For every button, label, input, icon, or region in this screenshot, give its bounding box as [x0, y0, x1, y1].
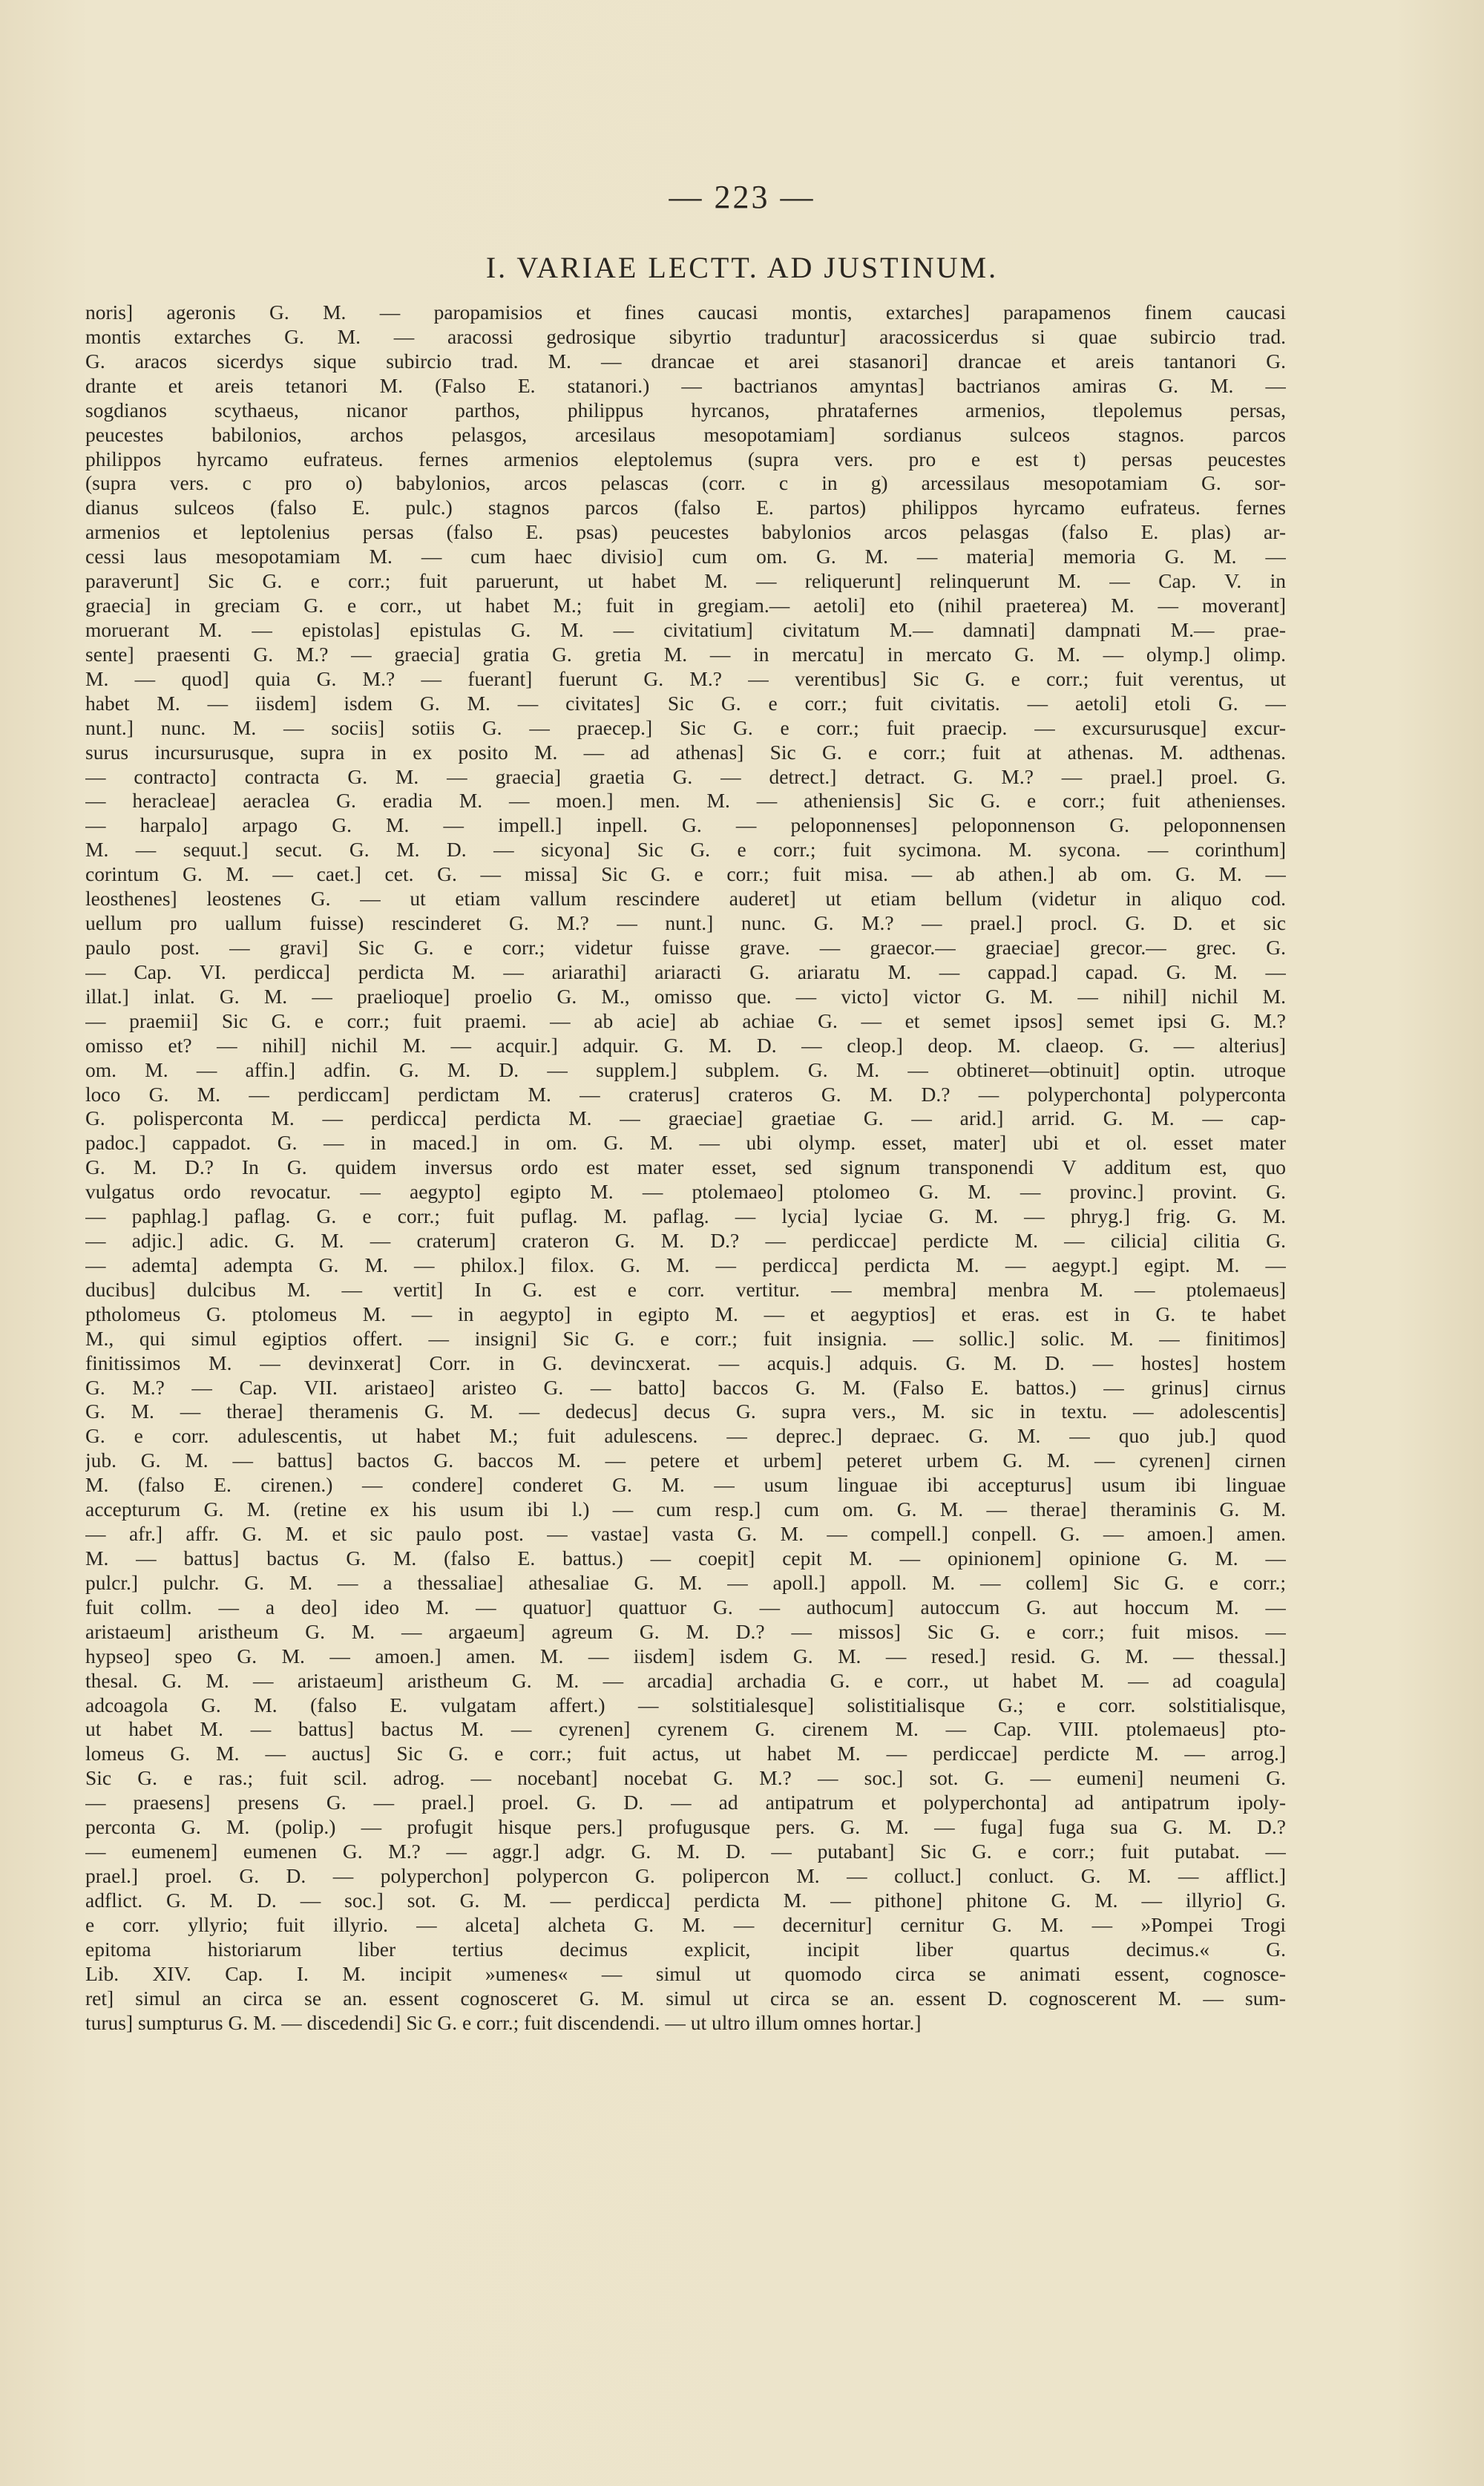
text-line: surus incursurusque, supra in ex posito M. — ad athenas] Sic G. e corr.; fuit at athenas. M. adthenas.: [85, 740, 1286, 764]
text-line: — eumenem] eumenen G. M.? — aggr.] adgr. G. M. D. — putabant] Sic G. e corr.; fuit putabat. —: [85, 1840, 1286, 1863]
text-line: dianus sulceos (falso E. pulc.) stagnos parcos (falso E. partos) philippos hyrcamo eufrateus. fernes: [85, 496, 1286, 519]
text-line: M. — quod] quia G. M.? — fuerant] fuerunt G. M.? — verentibus] Sic G. e corr.; fuit verentus, ut: [85, 666, 1286, 690]
text-line: nunt.] nunc. M. — sociis] sotiis G. — praecep.] Sic G. e corr.; fuit praecip. — excursurusque] excur-: [85, 715, 1286, 739]
text-line: — praemii] Sic G. e corr.; fuit praemi. — ab acie] ab achiae G. — et semet ipsos] semet ipsi G. M.?: [85, 1008, 1286, 1032]
text-line: G. M. D.? In G. quidem inversus ordo est mater esset, sed signum transponendi V additum est, quo: [85, 1155, 1286, 1179]
text-line: prael.] proel. G. D. — polyperchon] polypercon G. polipercon M. — colluct.] conluct. G. M. — afflict.]: [85, 1864, 1286, 1887]
text-line: — heracleae] aeraclea G. eradia M. — moen.] men. M. — atheniensis] Sic G. e corr.; fuit athenienses.: [85, 789, 1286, 813]
text-line: G. polisperconta M. — perdicca] perdicta M. — graeciae] graetiae G. — arid.] arrid. G. M. — cap-: [85, 1106, 1286, 1130]
text-line: moruerant M. — epistolas] epistulas G. M. — civitatium] civitatum M.— damnati] dampnati M.— prae-: [85, 617, 1286, 641]
text-line: M. — sequut.] secut. G. M. D. — sicyona] Sic G. e corr.; fuit sycimona. M. sycona. — corinthum]: [85, 838, 1286, 862]
text-line: omisso et? — nihil] nichil M. — acquir.] adquir. G. M. D. — cleop.] deop. M. claeop. G. — alterius]: [85, 1033, 1286, 1057]
text-line: philippos hyrcamo eufrateus. fernes armenios eleptolemus (supra vers. pro e est t) persas peucestes: [85, 447, 1286, 470]
text-line: thesal. G. M. — aristaeum] aristheum G. M. — arcadia] archadia G. e corr., ut habet M. — ad coagula]: [85, 1668, 1286, 1692]
text-line: montis extarches G. M. — aracossi gedrosique sibyrtio traduntur] aracossicerdus si quae subircio trad.: [85, 324, 1286, 348]
text-line: turus] sumpturus G. M. — discedendi] Sic G. e corr.; fuit discendendi. — ut ultro illum omnes hortar.]: [85, 2010, 922, 2034]
text-line: — praesens] presens G. — prael.] proel. G. D. — ad antipatrum et polyperchonta] ad antipatrum ipoly-: [85, 1791, 1286, 1814]
text-line: lomeus G. M. — auctus] Sic G. e corr.; fuit actus, ut habet M. — perdiccae] perdicte M. — arrog.]: [85, 1742, 1286, 1765]
text-line: leosthenes] leostenes G. — ut etiam vallum rescindere auderet] ut etiam bellum (videtur in aliquo cod.: [85, 887, 1286, 911]
text-line: — adjic.] adic. G. M. — craterum] crateron G. M. D.? — perdiccae] perdicte M. — cilicia] cilitia G.: [85, 1229, 1286, 1253]
text-line: epitoma historiarum liber tertius decimus explicit, incipit liber quartus decimus.« G.: [85, 1937, 1286, 1961]
text-line: paulo post. — gravi] Sic G. e corr.; videtur fuisse grave. — graecor.— graeciae] grecor.— grec. G.: [85, 935, 1286, 959]
text-line: fuit collm. — a deo] ideo M. — quatuor] quattuor G. — authocum] autoccum G. aut hoccum M. —: [85, 1595, 1286, 1618]
text-line: padoc.] cappadot. G. — in maced.] in om. G. M. — ubi olymp. esset, mater] ubi et ol. esset mater: [85, 1131, 1286, 1155]
text-line: habet M. — iisdem] isdem G. M. — civitates] Sic G. e corr.; fuit civitatis. — aetoli] etoli G. —: [85, 691, 1286, 715]
text-line: ptholomeus G. ptolomeus M. — in aegypto] in egipto M. — et aegyptios] et eras. est in G. te habet: [85, 1302, 1286, 1325]
text-line: G. e corr. adulescentis, ut habet M.; fuit adulescens. — deprec.] depraec. G. M. — quo jub.] quod: [85, 1424, 1286, 1448]
text-line: corintum G. M. — caet.] cet. G. — missa] Sic G. e corr.; fuit misa. — ab athen.] ab om. G. M. —: [85, 862, 1286, 886]
section-heading: I. VARIAE LECTT. AD JUSTINUM.: [485, 251, 999, 284]
text-line: illat.] inlat. G. M. — praelioque] proelio G. M., omisso que. — victo] victor G. M. — nihil] nichil M.: [85, 984, 1286, 1008]
text-line: vulgatus ordo revocatur. — aegypto] egipto M. — ptolemaeo] ptolomeo G. M. — provinc.] provint. G.: [85, 1180, 1286, 1204]
text-line: peucestes babilonios, archos pelasgos, arcesilaus mesopotamiam] sordianus sulceos stagnos. parcos: [85, 422, 1286, 446]
text-line: — harpalo] arpago G. M. — impell.] inpell. G. — peloponnenses] peloponnenson G. peloponnensen: [85, 813, 1286, 837]
text-line: ret] simul an circa se an. essent cognosceret G. M. simul ut circa se an. essent D. cognoscerent M. — sum-: [85, 1986, 1286, 2010]
text-line: M. — battus] bactus G. M. (falso E. battus.) — coepit] cepit M. — opinionem] opinione G. M. —: [85, 1547, 1286, 1570]
text-line: jub. G. M. — battus] bactos G. baccos M. — petere et urbem] peteret urbem G. M. — cyrenen] cirnen: [85, 1449, 1286, 1472]
text-line: adcoagola G. M. (falso E. vulgatam affert.) — solstitialesque] solistitialisque G.; e corr. solstitialisque,: [85, 1693, 1286, 1716]
text-line: G. M.? — Cap. VII. aristaeo] aristeo G. — batto] baccos G. M. (Falso E. battos.) — grinus] cirnus: [85, 1375, 1286, 1399]
text-line: — paphlag.] paflag. G. e corr.; fuit puflag. M. paflag. — lycia] lyciae G. M. — phryg.] frig. G. M.: [85, 1204, 1286, 1228]
text-line: paraverunt] Sic G. e corr.; fuit paruerunt, ut habet M. — reliquerunt] relinquerunt M. — Cap. V. in: [85, 569, 1286, 593]
text-line: hypseo] speo G. M. — amoen.] amen. M. — iisdem] isdem G. M. — resed.] resid. G. M. — thessal.]: [85, 1644, 1286, 1667]
text-line: — ademta] adempta G. M. — philox.] filox. G. M. — perdicca] perdicta M. — aegypt.] egipt. M. —: [85, 1253, 1286, 1276]
text-line: noris] ageronis G. M. — paropamisios et fines caucasi montis, extarches] parapamenos finem caucasi: [85, 301, 1286, 324]
text-line: pulcr.] pulchr. G. M. — a thessaliae] athesaliae G. M. — apoll.] appoll. M. — collem] Sic G. e corr.;: [85, 1570, 1286, 1594]
text-line: cessi laus mesopotamiam M. — cum haec divisio] cum om. G. M. — materia] memoria G. M. —: [85, 545, 1286, 568]
text-line: armenios et leptolenius persas (falso E. psas) peucestes babylonios arcos pelasgas (falso E. plas) ar-: [85, 520, 1286, 544]
text-line: loco G. M. — perdiccam] perdictam M. — craterus] crateros G. M. D.? — polyperchonta] polyperconta: [85, 1082, 1286, 1106]
text-line: Sic G. e ras.; fuit scil. adrog. — nocebant] nocebat G. M.? — soc.] sot. G. — eumeni] neumeni G.: [85, 1766, 1286, 1790]
text-line: — contracto] contracta G. M. — graecia] graetia G. — detrect.] detract. G. M.? — prael.] proel. G.: [85, 764, 1286, 788]
text-line: G. aracos sicerdys sique subircio trad. M. — drancae et arei stasanori] drancae et areis tantanori G.: [85, 349, 1286, 373]
text-line: sogdianos scythaeus, nicanor parthos, philippus hyrcanos, phratafernes armenios, tlepolemus persas,: [85, 398, 1286, 422]
text-line: adflict. G. M. D. — soc.] sot. G. M. — perdicca] perdicta M. — pithone] phitone G. M. — illyrio] G.: [85, 1888, 1286, 1912]
text-line: M., qui simul egiptios offert. — insigni] Sic G. e corr.; fuit insignia. — sollic.] solic. M. — finitimos]: [85, 1326, 1286, 1350]
text-line: Lib. XIV. Cap. I. M. incipit »umenes« — simul ut quomodo circa se animati essent, cognosce-: [85, 1961, 1286, 1985]
apparatus-text: [85, 301, 1286, 2035]
text-line: sente] praesenti G. M.? — graecia] gratia G. gretia M. — in mercatu] in mercato G. M. — olymp.] olimp.: [85, 642, 1286, 666]
text-line: — Cap. VI. perdicca] perdicta M. — ariarathi] ariaracti G. ariaratu M. — cappad.] capad. G. M. —: [85, 960, 1286, 983]
text-line: accepturum G. M. (retine ex his usum ibi l.) — cum resp.] cum om. G. M. — therae] theraminis G. M.: [85, 1498, 1286, 1521]
text-line: M. (falso E. cirenen.) — condere] conderet G. M. — usum linguae ibi accepturus] usum ibi linguae: [85, 1473, 1286, 1497]
text-line: (supra vers. c pro o) babylonios, arcos pelascas (corr. c in g) arcessilaus mesopotamiam G. sor-: [85, 471, 1286, 495]
text-line: graecia] in greciam G. e corr., ut habet M.; fuit in gregiam.— aetoli] eto (nihil praeterea) M. — moverant]: [85, 594, 1286, 617]
text-line: perconta G. M. (polip.) — profugit hisque pers.] profugusque pers. G. M. — fuga] fuga sua G. M. D.?: [85, 1815, 1286, 1839]
text-line: e corr. yllyrio; fuit illyrio. — alceta] alcheta G. M. — decernitur] cernitur G. M. — »Pompei Trogi: [85, 1912, 1286, 1936]
text-line: finitissimos M. — devinxerat] Corr. in G. devincxerat. — acquis.] adquis. G. M. D. — hostes] hostem: [85, 1351, 1286, 1374]
page-number: — 223 —: [669, 179, 815, 215]
text-line: om. M. — affin.] adfin. G. M. D. — supplem.] subplem. G. M. — obtineret—obtinuit] optin. utroque: [85, 1057, 1286, 1081]
text-line: drante et areis tetanori M. (Falso E. statanori.) — bactrianos amyntas] bactrianos amiras G. M. —: [85, 373, 1286, 397]
text-line: ut habet M. — battus] bactus M. — cyrenen] cyrenem G. cirenem M. — Cap. VIII. ptolemaeus] pto-: [85, 1717, 1286, 1741]
text-line: G. M. — therae] theramenis G. M. — dedecus] decus G. supra vers., M. sic in textu. — adolescentis]: [85, 1400, 1286, 1423]
text-line: — afr.] affr. G. M. et sic paulo post. — vastae] vasta G. M. — compell.] conpell. G. — amoen.] amen.: [85, 1522, 1286, 1546]
text-line: uellum pro uallum fuisse) rescinderet G. M.? — nunt.] nunc. G. M.? — prael.] procl. G. D. et sic: [85, 911, 1286, 935]
text-line: aristaeum] aristheum G. M. — argaeum] agreum G. M. D.? — missos] Sic G. e corr.; fuit misos. —: [85, 1619, 1286, 1643]
text-line: ducibus] dulcibus M. — vertit] In G. est e corr. vertitur. — membra] menbra M. — ptolemaeus]: [85, 1277, 1286, 1301]
